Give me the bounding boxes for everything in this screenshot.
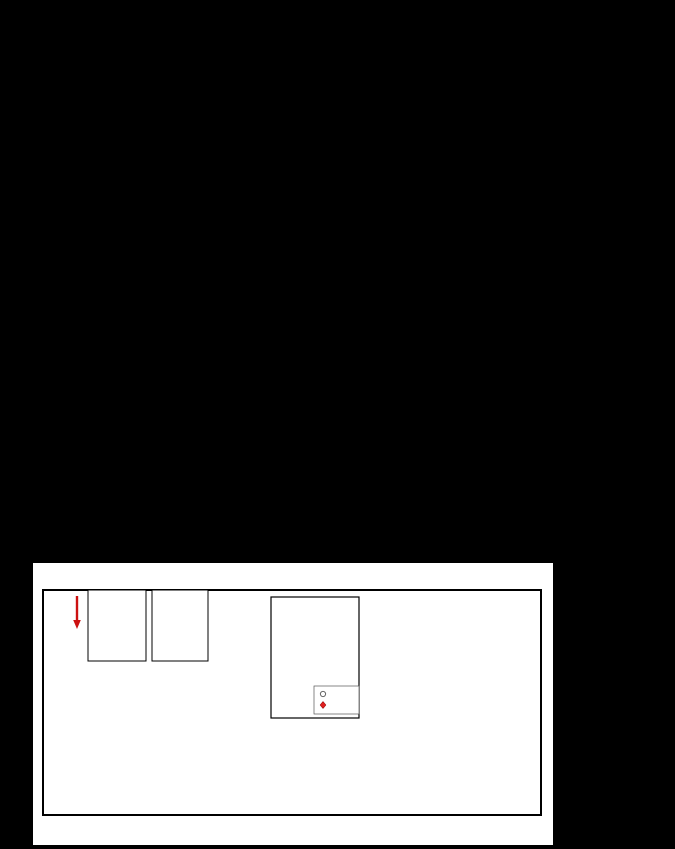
red-down-arrow-icon — [73, 596, 81, 629]
figure-svg — [33, 563, 553, 845]
legend-set-b — [152, 590, 208, 661]
panel-c — [33, 563, 393, 718]
xrd-figure — [33, 563, 553, 845]
legend-set-a — [88, 590, 146, 661]
